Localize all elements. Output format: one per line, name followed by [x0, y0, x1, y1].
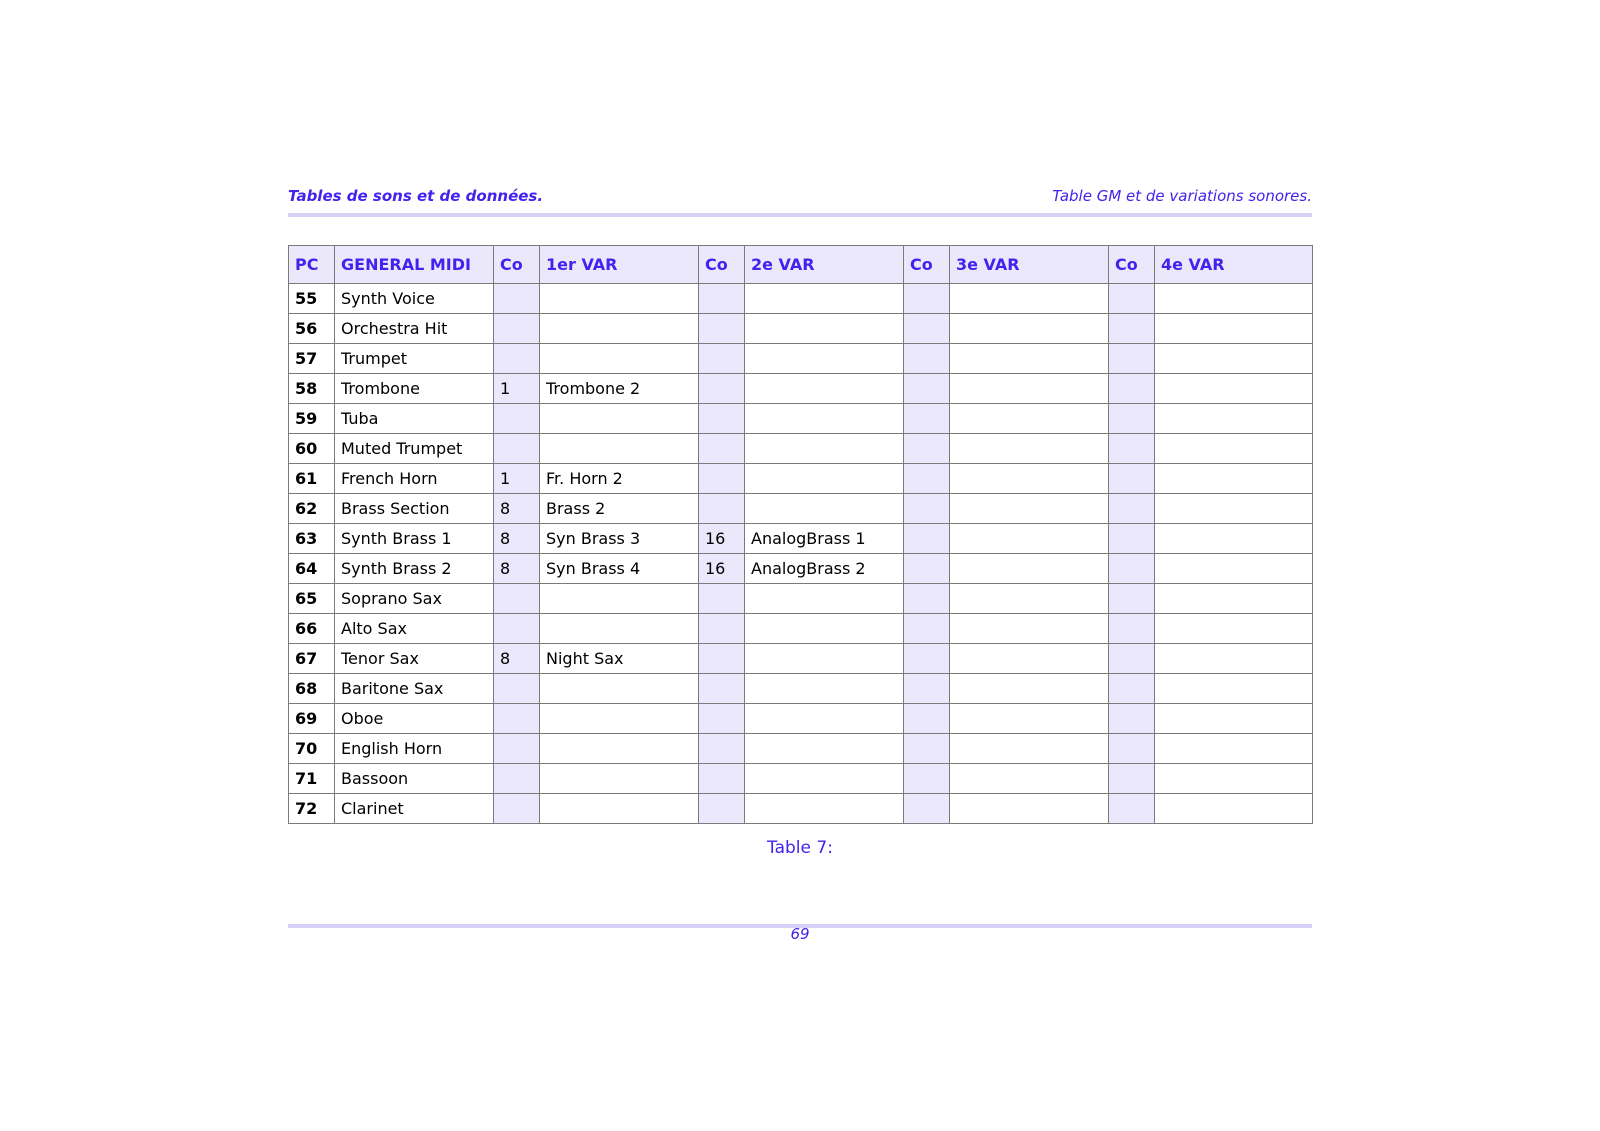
- variation-name-cell: [540, 764, 699, 794]
- variation-co-cell: [904, 314, 950, 344]
- variation-name-cell: Brass 2: [540, 494, 699, 524]
- variation-name-cell: [1155, 704, 1313, 734]
- variation-co-cell: [904, 464, 950, 494]
- gm-variations-table: [288, 245, 1313, 824]
- instrument-name-cell: Oboe: [335, 704, 494, 734]
- table-row: [289, 674, 1313, 704]
- program-number-cell: 62: [289, 494, 335, 524]
- variation-co-cell: [494, 584, 540, 614]
- table-row: [289, 314, 1313, 344]
- variation-co-cell: [904, 614, 950, 644]
- variation-name-cell: [540, 434, 699, 464]
- variation-name-cell: [745, 374, 904, 404]
- variation-name-cell: [1155, 734, 1313, 764]
- variation-name-cell: Fr. Horn 2: [540, 464, 699, 494]
- variation-co-cell: [699, 614, 745, 644]
- program-number-cell: 70: [289, 734, 335, 764]
- variation-name-cell: [950, 794, 1109, 824]
- table-row: [289, 494, 1313, 524]
- header-rule: [288, 213, 1312, 217]
- program-number-cell: 68: [289, 674, 335, 704]
- variation-co-cell: [699, 464, 745, 494]
- program-number-cell: 69: [289, 704, 335, 734]
- variation-name-cell: [1155, 374, 1313, 404]
- variation-name-cell: [950, 704, 1109, 734]
- variation-co-cell: [904, 374, 950, 404]
- variation-co-cell: [904, 404, 950, 434]
- variation-co-cell: [1109, 644, 1155, 674]
- column-header: PC: [289, 246, 335, 284]
- variation-co-cell: [1109, 614, 1155, 644]
- variation-name-cell: [745, 584, 904, 614]
- variation-name-cell: [950, 584, 1109, 614]
- table-row: [289, 344, 1313, 374]
- variation-co-cell: [494, 314, 540, 344]
- variation-name-cell: [540, 734, 699, 764]
- variation-name-cell: [950, 434, 1109, 464]
- variation-co-cell: [1109, 494, 1155, 524]
- variation-co-cell: [699, 404, 745, 434]
- program-number-cell: 58: [289, 374, 335, 404]
- variation-name-cell: [745, 314, 904, 344]
- variation-name-cell: [540, 314, 699, 344]
- variation-name-cell: [1155, 494, 1313, 524]
- column-header: GENERAL MIDI: [335, 246, 494, 284]
- program-number-cell: 67: [289, 644, 335, 674]
- variation-co-cell: [494, 794, 540, 824]
- program-number-cell: 71: [289, 764, 335, 794]
- table-row: [289, 524, 1313, 554]
- variation-co-cell: [904, 704, 950, 734]
- variation-name-cell: [1155, 584, 1313, 614]
- variation-co-cell: [699, 344, 745, 374]
- page-number: 69: [790, 925, 810, 943]
- variation-co-cell: [1109, 434, 1155, 464]
- variation-name-cell: [745, 764, 904, 794]
- variation-name-cell: [540, 704, 699, 734]
- variation-co-cell: [1109, 794, 1155, 824]
- variation-name-cell: Night Sax: [540, 644, 699, 674]
- table-body: [289, 284, 1313, 824]
- instrument-name-cell: Clarinet: [335, 794, 494, 824]
- variation-co-cell: [904, 524, 950, 554]
- variation-name-cell: [1155, 674, 1313, 704]
- variation-co-cell: [699, 284, 745, 314]
- variation-co-cell: [699, 704, 745, 734]
- variation-co-cell: [699, 314, 745, 344]
- variation-co-cell: [1109, 524, 1155, 554]
- program-number-cell: 57: [289, 344, 335, 374]
- instrument-name-cell: Muted Trumpet: [335, 434, 494, 464]
- variation-name-cell: [950, 644, 1109, 674]
- variation-co-cell: [1109, 314, 1155, 344]
- program-number-cell: 59: [289, 404, 335, 434]
- variation-name-cell: [950, 524, 1109, 554]
- variation-name-cell: [745, 404, 904, 434]
- variation-co-cell: [1109, 764, 1155, 794]
- variation-co-cell: [904, 674, 950, 704]
- instrument-name-cell: Alto Sax: [335, 614, 494, 644]
- instrument-name-cell: Tuba: [335, 404, 494, 434]
- variation-co-cell: [1109, 704, 1155, 734]
- variation-co-cell: [904, 344, 950, 374]
- variation-name-cell: Syn Brass 3: [540, 524, 699, 554]
- variation-name-cell: [745, 434, 904, 464]
- variation-name-cell: [950, 314, 1109, 344]
- variation-co-cell: [904, 764, 950, 794]
- variation-co-cell: [904, 494, 950, 524]
- variation-co-cell: [1109, 584, 1155, 614]
- variation-name-cell: [950, 614, 1109, 644]
- instrument-name-cell: Baritone Sax: [335, 674, 494, 704]
- variation-co-cell: [494, 704, 540, 734]
- variation-co-cell: 8: [494, 554, 540, 584]
- program-number-cell: 72: [289, 794, 335, 824]
- variation-name-cell: [950, 494, 1109, 524]
- table-row: [289, 434, 1313, 464]
- column-header: 1er VAR: [540, 246, 699, 284]
- table-row: [289, 374, 1313, 404]
- variation-name-cell: [745, 344, 904, 374]
- instrument-name-cell: Synth Brass 2: [335, 554, 494, 584]
- variation-name-cell: [950, 344, 1109, 374]
- variation-co-cell: [494, 764, 540, 794]
- variation-name-cell: [540, 584, 699, 614]
- variation-name-cell: [540, 794, 699, 824]
- variation-name-cell: [1155, 404, 1313, 434]
- column-header: 2e VAR: [745, 246, 904, 284]
- variation-co-cell: [1109, 284, 1155, 314]
- variation-co-cell: [699, 584, 745, 614]
- variation-co-cell: 1: [494, 464, 540, 494]
- table-row: [289, 644, 1313, 674]
- variation-co-cell: [1109, 554, 1155, 584]
- variation-name-cell: [745, 494, 904, 524]
- variation-name-cell: [745, 674, 904, 704]
- variation-name-cell: [745, 794, 904, 824]
- variation-name-cell: [540, 404, 699, 434]
- table-row: [289, 284, 1313, 314]
- variation-co-cell: [494, 404, 540, 434]
- variation-co-cell: [904, 554, 950, 584]
- instrument-name-cell: Trumpet: [335, 344, 494, 374]
- program-number-cell: 65: [289, 584, 335, 614]
- variation-co-cell: [904, 434, 950, 464]
- section-title: Table GM et de variations sonores.: [1052, 187, 1312, 205]
- chapter-title: Tables de sons et de données.: [288, 187, 544, 205]
- variation-co-cell: [904, 794, 950, 824]
- variation-co-cell: [699, 374, 745, 404]
- variation-co-cell: [494, 614, 540, 644]
- variation-name-cell: [1155, 524, 1313, 554]
- variation-name-cell: [745, 464, 904, 494]
- variation-co-cell: [699, 494, 745, 524]
- variation-co-cell: [699, 674, 745, 704]
- instrument-name-cell: Orchestra Hit: [335, 314, 494, 344]
- variation-co-cell: [699, 734, 745, 764]
- table-row: [289, 764, 1313, 794]
- variation-co-cell: [1109, 734, 1155, 764]
- variation-name-cell: [950, 554, 1109, 584]
- variation-name-cell: [745, 284, 904, 314]
- variation-name-cell: [1155, 284, 1313, 314]
- column-header: Co: [699, 246, 745, 284]
- variation-name-cell: [950, 674, 1109, 704]
- variation-name-cell: [1155, 344, 1313, 374]
- variation-co-cell: 8: [494, 644, 540, 674]
- variation-name-cell: [540, 344, 699, 374]
- variation-co-cell: 8: [494, 494, 540, 524]
- instrument-name-cell: Tenor Sax: [335, 644, 494, 674]
- variation-name-cell: [540, 614, 699, 644]
- table-row: [289, 614, 1313, 644]
- variation-name-cell: [1155, 554, 1313, 584]
- variation-name-cell: [1155, 434, 1313, 464]
- variation-name-cell: [540, 284, 699, 314]
- variation-co-cell: [904, 584, 950, 614]
- variation-co-cell: [904, 644, 950, 674]
- column-header: 4e VAR: [1155, 246, 1313, 284]
- variation-name-cell: [1155, 794, 1313, 824]
- variation-co-cell: [699, 794, 745, 824]
- variation-co-cell: [1109, 404, 1155, 434]
- variation-name-cell: [745, 614, 904, 644]
- table-row: [289, 584, 1313, 614]
- instrument-name-cell: Trombone: [335, 374, 494, 404]
- table-row: [289, 464, 1313, 494]
- variation-name-cell: [950, 404, 1109, 434]
- table-row: [289, 704, 1313, 734]
- variation-co-cell: 16: [699, 554, 745, 584]
- column-header: Co: [1109, 246, 1155, 284]
- program-number-cell: 55: [289, 284, 335, 314]
- instrument-name-cell: English Horn: [335, 734, 494, 764]
- variation-name-cell: [950, 764, 1109, 794]
- variation-co-cell: [699, 434, 745, 464]
- program-number-cell: 60: [289, 434, 335, 464]
- variation-name-cell: Trombone 2: [540, 374, 699, 404]
- variation-co-cell: [904, 284, 950, 314]
- table-header-row: [289, 246, 1313, 284]
- variation-name-cell: [950, 734, 1109, 764]
- variation-co-cell: [494, 674, 540, 704]
- instrument-name-cell: Synth Voice: [335, 284, 494, 314]
- variation-name-cell: AnalogBrass 1: [745, 524, 904, 554]
- variation-co-cell: [494, 734, 540, 764]
- variation-name-cell: [540, 674, 699, 704]
- variation-co-cell: [699, 764, 745, 794]
- column-header: Co: [904, 246, 950, 284]
- variation-name-cell: [950, 464, 1109, 494]
- variation-co-cell: [1109, 464, 1155, 494]
- variation-co-cell: [494, 434, 540, 464]
- table-row: [289, 404, 1313, 434]
- instrument-name-cell: Bassoon: [335, 764, 494, 794]
- instrument-name-cell: Synth Brass 1: [335, 524, 494, 554]
- instrument-name-cell: French Horn: [335, 464, 494, 494]
- variation-co-cell: 1: [494, 374, 540, 404]
- table-row: [289, 794, 1313, 824]
- variation-name-cell: [950, 374, 1109, 404]
- variation-name-cell: [1155, 614, 1313, 644]
- variation-name-cell: [745, 734, 904, 764]
- variation-name-cell: [745, 704, 904, 734]
- instrument-name-cell: Brass Section: [335, 494, 494, 524]
- column-header: 3e VAR: [950, 246, 1109, 284]
- variation-co-cell: [904, 734, 950, 764]
- variation-name-cell: [1155, 464, 1313, 494]
- variation-name-cell: [950, 284, 1109, 314]
- variation-name-cell: [745, 644, 904, 674]
- variation-name-cell: [1155, 764, 1313, 794]
- variation-co-cell: [494, 284, 540, 314]
- table-row: [289, 734, 1313, 764]
- variation-co-cell: [699, 644, 745, 674]
- variation-name-cell: [1155, 314, 1313, 344]
- variation-co-cell: [1109, 344, 1155, 374]
- program-number-cell: 66: [289, 614, 335, 644]
- variation-name-cell: [1155, 644, 1313, 674]
- program-number-cell: 56: [289, 314, 335, 344]
- program-number-cell: 63: [289, 524, 335, 554]
- table-row: [289, 554, 1313, 584]
- variation-name-cell: AnalogBrass 2: [745, 554, 904, 584]
- variation-co-cell: 16: [699, 524, 745, 554]
- program-number-cell: 64: [289, 554, 335, 584]
- variation-name-cell: Syn Brass 4: [540, 554, 699, 584]
- variation-co-cell: [1109, 374, 1155, 404]
- running-header: [288, 187, 1312, 209]
- instrument-name-cell: Soprano Sax: [335, 584, 494, 614]
- variation-co-cell: [494, 344, 540, 374]
- table-caption: Table 7:: [767, 838, 833, 858]
- variation-co-cell: [1109, 674, 1155, 704]
- program-number-cell: 61: [289, 464, 335, 494]
- column-header: Co: [494, 246, 540, 284]
- variation-co-cell: 8: [494, 524, 540, 554]
